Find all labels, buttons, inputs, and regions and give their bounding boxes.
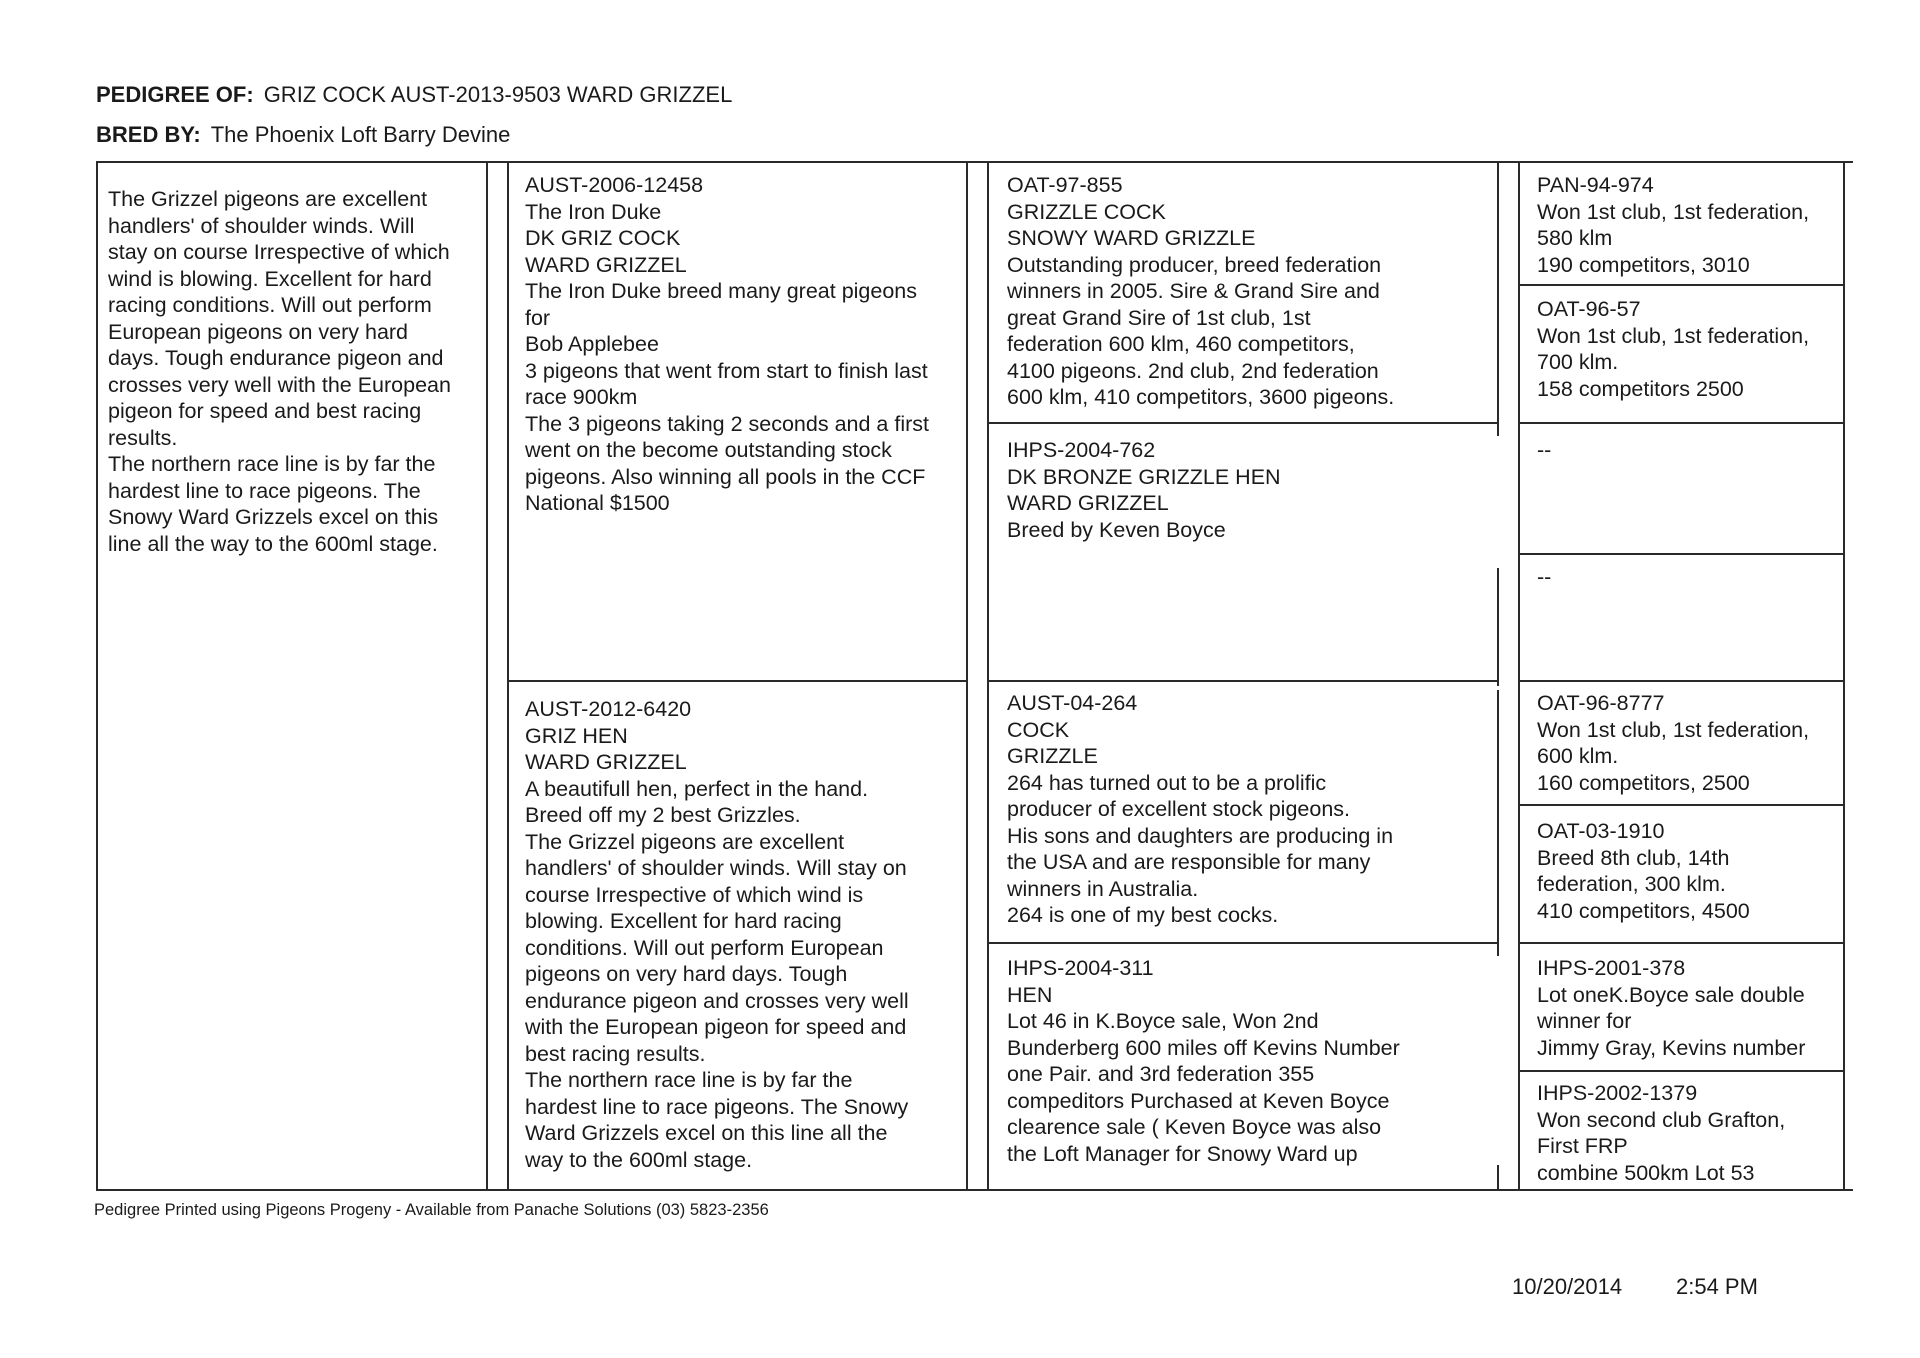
- table-top-border: [96, 161, 1853, 163]
- bred-by-label: BRED BY:: [96, 122, 201, 147]
- column-divider: [987, 161, 989, 1191]
- table-left-border: [96, 161, 98, 1191]
- great-grandparent-entry: OAT-96-57 Won 1st club, 1st federation, 700 klm. 158 competitors 2500: [1537, 297, 1810, 401]
- great-grandparent-entry: PAN-94-974 Won 1st club, 1st federation, 580 klm 190 competitors, 3010: [1537, 173, 1810, 277]
- row-divider: [987, 942, 1499, 944]
- row-divider: [1518, 680, 1845, 682]
- row-divider: [507, 680, 968, 682]
- great-grandparent-entry: OAT-96-8777 Won 1st club, 1st federation, 600 klm. 160 competitors, 2500: [1537, 691, 1810, 795]
- footer-credit: Pedigree Printed using Pigeons Progeny - Available from Panache Solutions (03) 5823-2356: [94, 1201, 769, 1219]
- sire-entry: AUST-2006-12458 The Iron Duke DK GRIZ COCK WARD GRIZZEL The Iron Duke breed many great pigeons for Bob Applebee 3 pigeons that went from start to finish last race 900km The 3 pigeons taking 2 seconds and a first went on the become outstanding stock pigeons. Also winning all pools in the CCF National $1500: [525, 173, 929, 515]
- print-date: 10/20/2014: [1512, 1274, 1623, 1299]
- great-grandparent-entry: --: [1537, 565, 1552, 589]
- great-grandparent-entry: IHPS-2002-1379 Won second club Grafton, First FRP combine 500km Lot 53: [1537, 1081, 1786, 1185]
- sire-dam-entry: IHPS-2004-762 DK BRONZE GRIZZLE HEN WARD GRIZZEL Breed by Keven Boyce: [1007, 438, 1281, 542]
- great-grandparent-entry: --: [1537, 438, 1552, 462]
- column-divider: [1518, 161, 1520, 1191]
- pedigree-of-value: GRIZ COCK AUST-2013-9503 WARD GRIZZEL: [263, 82, 733, 107]
- row-divider: [1518, 553, 1845, 555]
- dam-dam-entry: IHPS-2004-311 HEN Lot 46 in K.Boyce sale, Won 2nd Bunderberg 600 miles off Kevins Number one Pair. and 3rd federation 355 compeditors Purchased at Keven Boyce clearence sale ( Keven Boyce was also the Loft Manager for Snowy Ward up: [1007, 956, 1400, 1166]
- column-divider: [486, 161, 488, 1191]
- dam-sire-entry: AUST-04-264 COCK GRIZZLE 264 has turned out to be a prolific producer of excellent stock pigeons. His sons and daughters are producing in the USA and are responsible for many winners in Australia. 264 is one of my best cocks.: [1007, 691, 1394, 927]
- row-divider: [1518, 422, 1845, 424]
- sire-sire-entry: OAT-97-855 GRIZZLE COCK SNOWY WARD GRIZZLE Outstanding producer, breed federation winners in 2005. Sire & Grand Sire and great Grand Sire of 1st club, 1st federation 600 klm, 460 competitors, 4100 pigeons. 2nd club, 2nd federation 600 klm, 410 competitors, 3600 pigeons.: [1007, 173, 1395, 409]
- row-divider: [1518, 284, 1845, 286]
- row-divider: [1518, 1070, 1845, 1072]
- bred-by-line: [96, 122, 510, 148]
- row-divider: [1518, 804, 1845, 806]
- column-divider: [1497, 161, 1499, 436]
- row-divider: [987, 422, 1499, 424]
- bred-by-value: The Phoenix Loft Barry Devine: [210, 122, 511, 147]
- column-divider: [1497, 1165, 1499, 1191]
- great-grandparent-entry: OAT-03-1910 Breed 8th club, 14th federation, 300 klm. 410 competitors, 4500: [1537, 819, 1750, 923]
- dam-entry: AUST-2012-6420 GRIZ HEN WARD GRIZZEL A beautifull hen, perfect in the hand. Breed off my 2 best Grizzles. The Grizzel pigeons are excellent handlers' of shoulder winds. Will stay on course Irrespective of which wind is blowing. Excellent for hard racing conditions. Will out perform European pigeons on very hard days. Tough endurance pigeon and crosses very well with the European pigeon for speed and best racing results. The northern race line is by far the hardest line to race pigeons. The Snowy Ward Grizzels excel on this line all the way to the 600ml stage.: [525, 697, 909, 1172]
- column-divider: [1497, 568, 1499, 686]
- table-right-border: [1843, 161, 1845, 1191]
- column-divider: [507, 161, 509, 1191]
- row-divider: [1518, 942, 1845, 944]
- pedigree-of-line: [96, 82, 732, 108]
- print-time: 2:54 PM: [1676, 1274, 1758, 1299]
- column-divider: [966, 161, 968, 1191]
- table-bottom-border: [96, 1189, 1853, 1191]
- subject-notes: The Grizzel pigeons are excellent handlers' of shoulder winds. Will stay on course Irrespective of which wind is blowing. Excellent for hard racing conditions. Will out perform European pigeons on very hard days. Tough endurance pigeon and crosses very well with the European pigeon for speed and best racing results. The northern race line is by far the hardest line to race pigeons. The Snowy Ward Grizzels excel on this line all the way to the 600ml stage.: [108, 187, 451, 556]
- great-grandparent-entry: IHPS-2001-378 Lot oneK.Boyce sale double winner for Jimmy Gray, Kevins number: [1537, 956, 1806, 1060]
- pedigree-of-label: PEDIGREE OF:: [96, 82, 254, 107]
- row-divider: [987, 680, 1499, 682]
- column-divider: [1497, 690, 1499, 956]
